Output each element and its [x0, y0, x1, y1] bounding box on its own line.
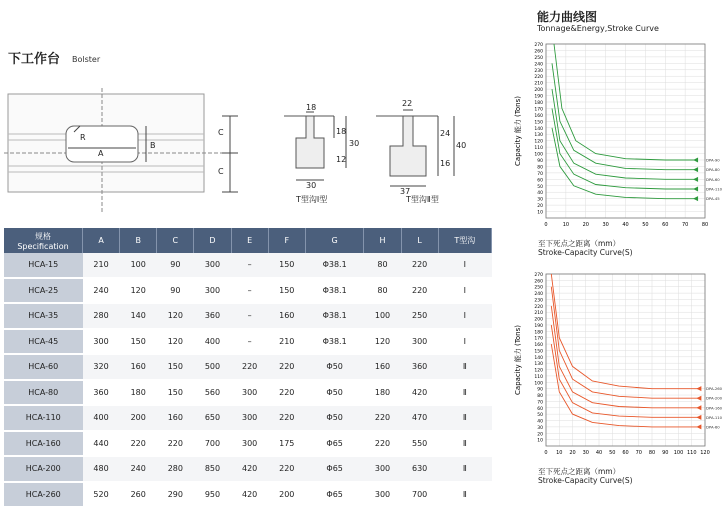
- x-tick-label: 30: [602, 222, 609, 228]
- y-tick-label: 260: [534, 49, 543, 55]
- tslot-type1-drawing: [284, 102, 362, 198]
- slot1-upper-dim: 18: [336, 127, 347, 136]
- table-cell: Ⅱ: [438, 405, 491, 431]
- curves-subtitle: Tonnage&Energy,Stroke Curve: [537, 24, 659, 33]
- table-cell: 280: [157, 456, 194, 482]
- y-tick-label: 50: [537, 413, 543, 419]
- y-tick-label: 70: [537, 400, 543, 406]
- table-cell: 650: [194, 405, 231, 431]
- x-tick-label: 40: [595, 450, 603, 456]
- series-arrow: [696, 405, 701, 410]
- table-cell: Ⅰ: [438, 329, 491, 355]
- table-row: [4, 405, 492, 431]
- table-cell: –: [231, 329, 268, 355]
- y-tick-label: 10: [537, 438, 543, 444]
- table-cell: 220: [268, 405, 305, 431]
- series-label: DPA-60: [706, 424, 720, 430]
- chart1-xlabel-en: Stroke-Capacity Curve(S): [538, 248, 633, 257]
- table-cell: 300: [231, 431, 268, 457]
- table-cell: 150: [268, 278, 305, 304]
- row-model: HCA-200: [4, 456, 83, 482]
- series-line: [551, 325, 698, 417]
- y-tick-label: 40: [537, 191, 543, 197]
- series-arrow: [696, 424, 701, 429]
- y-tick-label: 230: [534, 68, 543, 74]
- y-tick-label: 180: [534, 101, 543, 106]
- table-cell: 200: [268, 482, 305, 508]
- chart1-xlabel-cn: 至下死点之距离（mm）: [538, 239, 621, 248]
- slot1-bottom-dim: 30: [306, 181, 317, 190]
- y-tick-label: 100: [534, 381, 543, 387]
- table-row: [4, 253, 492, 278]
- table-cell: –: [231, 253, 268, 278]
- y-tick-label: 250: [534, 55, 543, 61]
- series-label: DPA-160: [706, 405, 723, 411]
- table-cell: Ⅱ: [438, 354, 491, 380]
- table-cell: 850: [194, 456, 231, 482]
- slot2-upper-dim: 24: [440, 129, 451, 138]
- label-c-upper: C: [218, 128, 224, 137]
- label-a: A: [98, 149, 104, 158]
- row-model: HCA-160: [4, 431, 83, 457]
- table-header-g: G: [305, 228, 364, 253]
- y-tick-label: 230: [534, 298, 543, 304]
- table-cell: 400: [194, 329, 231, 355]
- x-tick-label: 80: [701, 222, 709, 228]
- table-header-row: [4, 228, 492, 253]
- table-header-a: A: [83, 228, 120, 253]
- table-cell: 300: [364, 456, 401, 482]
- y-tick-label: 30: [537, 425, 543, 431]
- table-cell: 320: [83, 354, 120, 380]
- x-tick-label: 50: [609, 450, 616, 456]
- row-model: HCA-35: [4, 303, 83, 329]
- y-tick-label: 210: [534, 311, 543, 317]
- y-tick-label: 70: [537, 171, 543, 177]
- table-cell: 520: [83, 482, 120, 508]
- table-cell: 160: [268, 303, 305, 329]
- series-line: [551, 344, 698, 427]
- table-cell: 470: [401, 405, 438, 431]
- y-tick-label: 240: [534, 292, 543, 298]
- table-cell: 300: [231, 380, 268, 406]
- table-header-b: B: [120, 228, 157, 253]
- y-tick-label: 20: [537, 204, 543, 210]
- slot2-top-dim: 22: [402, 99, 413, 108]
- y-tick-label: 180: [534, 330, 543, 336]
- table-cell: Ⅰ: [438, 278, 491, 304]
- table-cell: 150: [120, 329, 157, 355]
- table-header-f: F: [268, 228, 305, 253]
- table-cell: 420: [401, 380, 438, 406]
- y-tick-label: 160: [534, 113, 543, 119]
- x-tick-label: 60: [662, 222, 669, 228]
- table-cell: Φ38.1: [305, 329, 364, 355]
- table-cell: 360: [83, 380, 120, 406]
- x-tick-label: 100: [673, 450, 684, 456]
- table-row: [4, 380, 492, 406]
- table-cell: 200: [120, 405, 157, 431]
- series-arrow: [696, 386, 701, 391]
- table-row: [4, 456, 492, 482]
- table-row: [4, 303, 492, 329]
- y-tick-label: 150: [534, 120, 543, 126]
- table-cell: 80: [364, 278, 401, 304]
- series-label: DPA-90: [706, 157, 720, 163]
- table-header-tslot: T型沟: [438, 228, 491, 253]
- table-cell: Ⅱ: [438, 380, 491, 406]
- series-arrow: [696, 396, 701, 401]
- table-cell: 360: [194, 303, 231, 329]
- series-arrow: [693, 196, 698, 201]
- slot2-bottom-dim: 37: [400, 187, 411, 196]
- table-cell: 700: [194, 431, 231, 457]
- table-cell: 120: [364, 329, 401, 355]
- x-tick-label: 0: [544, 450, 548, 456]
- bolster-drawing: [4, 88, 248, 212]
- x-tick-label: 50: [642, 222, 649, 228]
- table-cell: 220: [268, 380, 305, 406]
- table-cell: Φ65: [305, 456, 364, 482]
- table-cell: 500: [194, 354, 231, 380]
- y-tick-label: 10: [537, 210, 543, 216]
- slot1-caption: T型沟Ⅰ型: [296, 195, 328, 204]
- table-header-spec: [4, 228, 83, 253]
- header-spec-cn: 规格: [35, 231, 51, 241]
- table-row: [4, 482, 492, 508]
- table-row: [4, 278, 492, 304]
- x-tick-label: 120: [700, 450, 710, 456]
- slot2-caption: T型沟Ⅱ型: [406, 195, 439, 204]
- y-tick-label: 200: [534, 88, 543, 94]
- series-arrow: [693, 177, 698, 182]
- y-tick-label: 30: [537, 197, 543, 203]
- table-cell: 140: [120, 303, 157, 329]
- table-cell: Φ50: [305, 405, 364, 431]
- table-cell: Ⅱ: [438, 456, 491, 482]
- series-label: DPA-110: [706, 186, 723, 192]
- table-cell: 420: [231, 456, 268, 482]
- y-tick-label: 60: [537, 178, 543, 184]
- table-cell: 300: [364, 482, 401, 508]
- x-tick-label: 10: [556, 450, 563, 456]
- y-tick-label: 170: [534, 336, 543, 342]
- table-cell: Ⅱ: [438, 431, 491, 457]
- y-tick-label: 210: [534, 81, 543, 87]
- table-cell: Ⅱ: [438, 482, 491, 508]
- table-cell: 100: [120, 253, 157, 278]
- table-cell: 160: [157, 405, 194, 431]
- y-tick-label: 140: [534, 355, 543, 361]
- table-cell: 120: [120, 278, 157, 304]
- table-cell: 150: [268, 253, 305, 278]
- y-tick-label: 270: [534, 43, 543, 48]
- y-tick-label: 150: [534, 349, 543, 355]
- table-cell: 250: [401, 303, 438, 329]
- x-tick-label: 10: [562, 222, 570, 228]
- y-tick-label: 60: [537, 406, 543, 412]
- table-cell: Φ38.1: [305, 303, 364, 329]
- table-cell: 300: [231, 405, 268, 431]
- y-tick-label: 80: [537, 165, 543, 171]
- table-cell: 240: [120, 456, 157, 482]
- bolster-title: 下工作台: [8, 52, 61, 67]
- y-tick-label: 190: [534, 94, 543, 100]
- y-tick-label: 130: [534, 133, 543, 139]
- series-arrow: [693, 167, 698, 172]
- table-cell: 120: [157, 303, 194, 329]
- y-tick-label: 20: [537, 432, 543, 438]
- table-header-e: E: [231, 228, 268, 253]
- orange-capacity-chart: [510, 266, 723, 464]
- table-cell: 360: [401, 354, 438, 380]
- y-tick-label: 260: [534, 279, 543, 285]
- table-cell: 280: [83, 303, 120, 329]
- table-cell: 220: [364, 405, 401, 431]
- y-tick-label: 270: [534, 273, 543, 278]
- table-cell: 420: [231, 482, 268, 508]
- curves-title: 能力曲线图: [537, 10, 598, 24]
- label-r: R: [80, 133, 86, 142]
- label-c-lower: C: [218, 167, 224, 176]
- spec-table: [4, 228, 492, 508]
- table-cell: 100: [364, 303, 401, 329]
- table-cell: –: [231, 303, 268, 329]
- chart2-xlabel-cn: 至下死点之距离（mm）: [538, 467, 621, 476]
- series-arrow: [696, 415, 701, 420]
- y-tick-label: 170: [534, 107, 543, 113]
- table-header-l: L: [401, 228, 438, 253]
- x-tick-label: 110: [686, 450, 697, 456]
- row-model: HCA-260: [4, 482, 83, 508]
- x-tick-label: 60: [622, 450, 629, 456]
- series-line: [551, 287, 698, 399]
- x-tick-label: 20: [569, 450, 576, 456]
- y-tick-label: 90: [537, 159, 543, 164]
- table-cell: 300: [194, 278, 231, 304]
- x-tick-label: 70: [681, 222, 689, 228]
- table-cell: –: [231, 278, 268, 304]
- slot1-top-dim: 18: [306, 103, 317, 112]
- y-axis-label: Capacity 能力 (Tons): [514, 96, 522, 166]
- table-cell: 180: [364, 380, 401, 406]
- slot2-total-dim: 40: [456, 141, 467, 150]
- chart2-xlabel-en: Stroke-Capacity Curve(S): [538, 476, 633, 485]
- x-tick-label: 0: [544, 222, 548, 228]
- table-cell: 120: [157, 329, 194, 355]
- table-cell: 150: [157, 354, 194, 380]
- table-cell: 220: [231, 354, 268, 380]
- table-cell: 80: [364, 253, 401, 278]
- slot1-total-dim: 30: [349, 139, 360, 148]
- x-tick-label: 80: [648, 450, 656, 456]
- table-cell: 160: [120, 354, 157, 380]
- x-tick-label: 70: [635, 450, 642, 456]
- table-cell: 260: [120, 482, 157, 508]
- table-cell: 560: [194, 380, 231, 406]
- table-cell: 150: [157, 380, 194, 406]
- y-tick-label: 200: [534, 317, 543, 323]
- table-cell: Φ65: [305, 431, 364, 457]
- y-tick-label: 140: [534, 126, 543, 132]
- y-tick-label: 100: [534, 152, 543, 158]
- row-model: HCA-80: [4, 380, 83, 406]
- table-cell: Φ50: [305, 380, 364, 406]
- series-label: DPA-60: [706, 176, 720, 182]
- table-cell: 300: [401, 329, 438, 355]
- row-model: HCA-110: [4, 405, 83, 431]
- y-tick-label: 110: [534, 374, 543, 380]
- table-cell: Φ38.1: [305, 278, 364, 304]
- y-tick-label: 120: [534, 368, 543, 374]
- table-cell: 210: [268, 329, 305, 355]
- y-tick-label: 160: [534, 343, 543, 349]
- x-tick-label: 90: [662, 450, 669, 456]
- series-arrow: [693, 187, 698, 192]
- table-cell: 90: [157, 278, 194, 304]
- table-cell: 300: [194, 253, 231, 278]
- y-tick-label: 190: [534, 323, 543, 329]
- table-cell: 950: [194, 482, 231, 508]
- table-cell: 400: [83, 405, 120, 431]
- table-cell: Ⅰ: [438, 253, 491, 278]
- table-cell: 480: [83, 456, 120, 482]
- y-tick-label: 250: [534, 285, 543, 291]
- table-cell: 90: [157, 253, 194, 278]
- table-cell: 220: [401, 278, 438, 304]
- table-row: [4, 354, 492, 380]
- series-label: DPA-200: [706, 395, 723, 401]
- series-label: DPA-260: [706, 386, 723, 392]
- row-model: HCA-45: [4, 329, 83, 355]
- x-tick-label: 20: [582, 222, 589, 228]
- table-cell: 220: [157, 431, 194, 457]
- table-header-h: H: [364, 228, 401, 253]
- series-label: DPA-80: [706, 167, 720, 173]
- header-spec-en: Specification: [17, 241, 69, 251]
- table-cell: Φ65: [305, 482, 364, 508]
- y-tick-label: 130: [534, 362, 543, 368]
- table-cell: 290: [157, 482, 194, 508]
- y-tick-label: 40: [537, 419, 543, 425]
- table-cell: 210: [83, 253, 120, 278]
- green-capacity-chart: [510, 36, 723, 236]
- series-label: DPA-110: [706, 414, 723, 420]
- table-cell: 220: [120, 431, 157, 457]
- table-cell: 220: [364, 431, 401, 457]
- series-label: DPA-45: [706, 196, 720, 202]
- table-cell: 550: [401, 431, 438, 457]
- x-tick-label: 40: [622, 222, 629, 228]
- row-model: HCA-15: [4, 253, 83, 278]
- row-model: HCA-25: [4, 278, 83, 304]
- table-cell: 220: [401, 253, 438, 278]
- table-row: [4, 431, 492, 457]
- y-tick-label: 120: [534, 139, 543, 145]
- table-cell: 160: [364, 354, 401, 380]
- table-cell: 220: [268, 456, 305, 482]
- series-arrow: [693, 158, 698, 163]
- y-tick-label: 220: [534, 75, 543, 81]
- x-tick-label: 30: [582, 450, 589, 456]
- slot1-lower-dim: 12: [336, 155, 347, 164]
- table-cell: Φ50: [305, 354, 364, 380]
- label-b: B: [150, 141, 156, 150]
- table-cell: Ⅰ: [438, 303, 491, 329]
- table-header-d: D: [194, 228, 231, 253]
- table-cell: 220: [268, 354, 305, 380]
- y-tick-label: 220: [534, 304, 543, 310]
- table-header-c: C: [157, 228, 194, 253]
- slot2-lower-dim: 16: [440, 159, 451, 168]
- y-tick-label: 80: [537, 394, 543, 400]
- table-cell: 175: [268, 431, 305, 457]
- bolster-subtitle: Bolster: [72, 55, 101, 64]
- y-axis-label: Capacity 能力 (Tons): [514, 325, 522, 395]
- table-cell: 240: [83, 278, 120, 304]
- table-cell: 440: [83, 431, 120, 457]
- table-cell: 700: [401, 482, 438, 508]
- table-cell: Φ38.1: [305, 253, 364, 278]
- y-tick-label: 110: [534, 146, 543, 152]
- table-cell: 300: [83, 329, 120, 355]
- table-cell: 180: [120, 380, 157, 406]
- y-tick-label: 90: [537, 387, 543, 393]
- table-row: [4, 329, 492, 355]
- table-cell: 630: [401, 456, 438, 482]
- y-tick-label: 50: [537, 184, 543, 190]
- row-model: HCA-60: [4, 354, 83, 380]
- tslot-type2-drawing: [376, 96, 472, 196]
- y-tick-label: 240: [534, 62, 543, 68]
